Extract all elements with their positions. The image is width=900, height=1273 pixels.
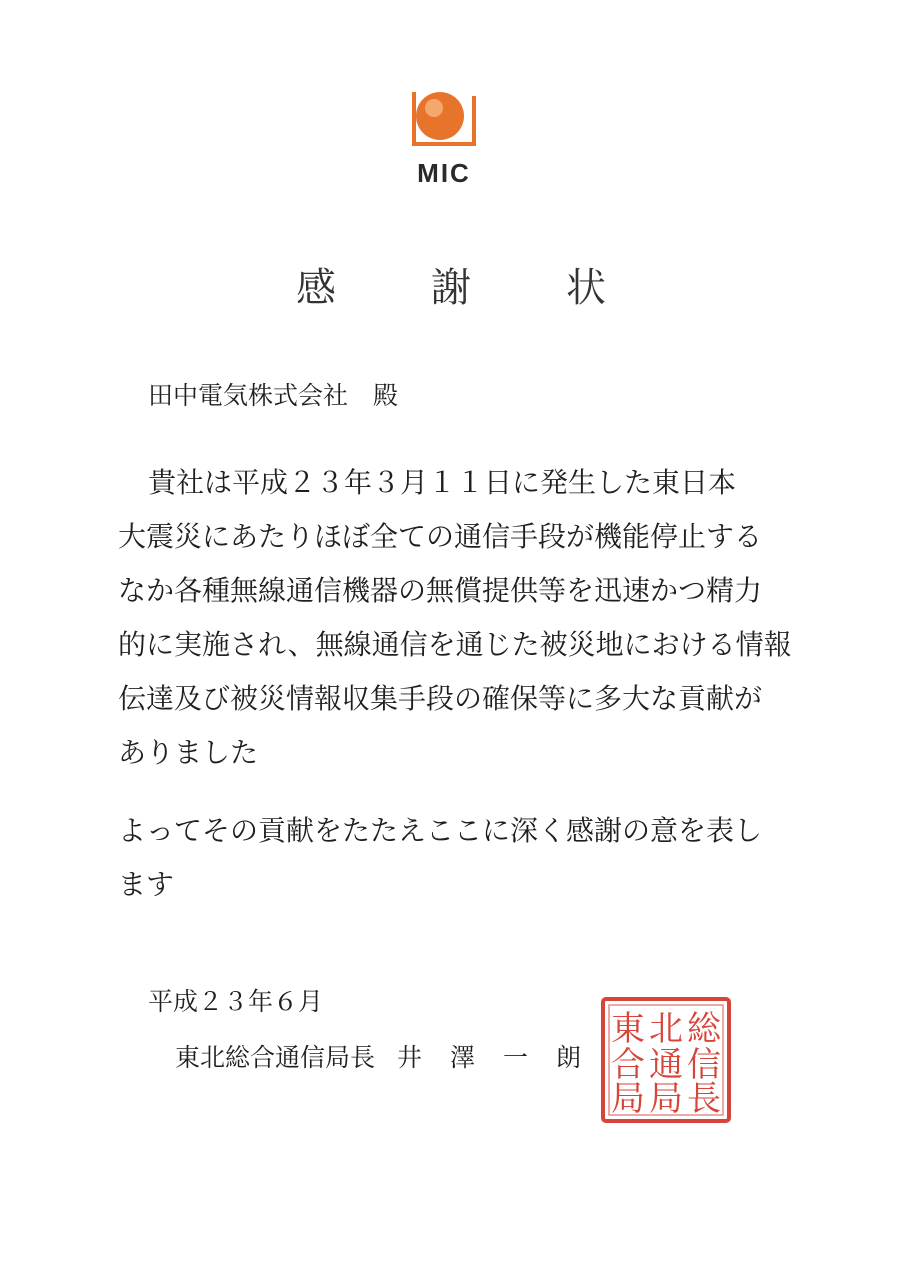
- seal-stamp-icon: [600, 996, 732, 1124]
- svg-text:局: 局: [649, 1079, 683, 1119]
- certificate-closing: よってその貢献をたたえここに深く感謝の意を表し ます: [118, 814, 763, 901]
- svg-text:北: 北: [649, 1009, 683, 1049]
- signatory: [175, 1040, 609, 1076]
- title-char: 状: [566, 265, 606, 311]
- mic-orb-icon: [404, 86, 484, 156]
- certificate-title: [296, 256, 606, 311]
- signatory-name: 井澤一朗: [397, 1043, 610, 1072]
- signatory-title: 東北総合通信局長: [175, 1043, 376, 1072]
- svg-text:通: 通: [649, 1045, 683, 1085]
- official-seal: [600, 996, 732, 1124]
- logo-text: MIC: [417, 158, 471, 188]
- svg-text:局: 局: [611, 1079, 645, 1119]
- recipient: 田中電気株式会社 殿: [148, 381, 399, 410]
- title-char: 謝: [431, 265, 471, 311]
- title-char: 感: [296, 265, 336, 311]
- svg-text:総: 総: [687, 1009, 721, 1049]
- certificate-body: 貴社は平成２３年３月１１日に発生した東日本 大震災にあたりほぼ全ての通信手段が機能停止する なか各種無線通信機器の無償提供等を迅速かつ精力 的に実施され、無線通信を通じた被災地における情報 伝達及び被災情報収集手段の確保等に多大な貢献が ありました: [118, 466, 792, 769]
- svg-text:長: 長: [687, 1079, 721, 1119]
- mic-logo: [404, 86, 484, 192]
- svg-text:信: 信: [687, 1045, 721, 1085]
- svg-text:東: 東: [611, 1009, 645, 1049]
- svg-text:合: 合: [611, 1045, 645, 1085]
- issue-date: 平成２３年６月: [148, 987, 324, 1016]
